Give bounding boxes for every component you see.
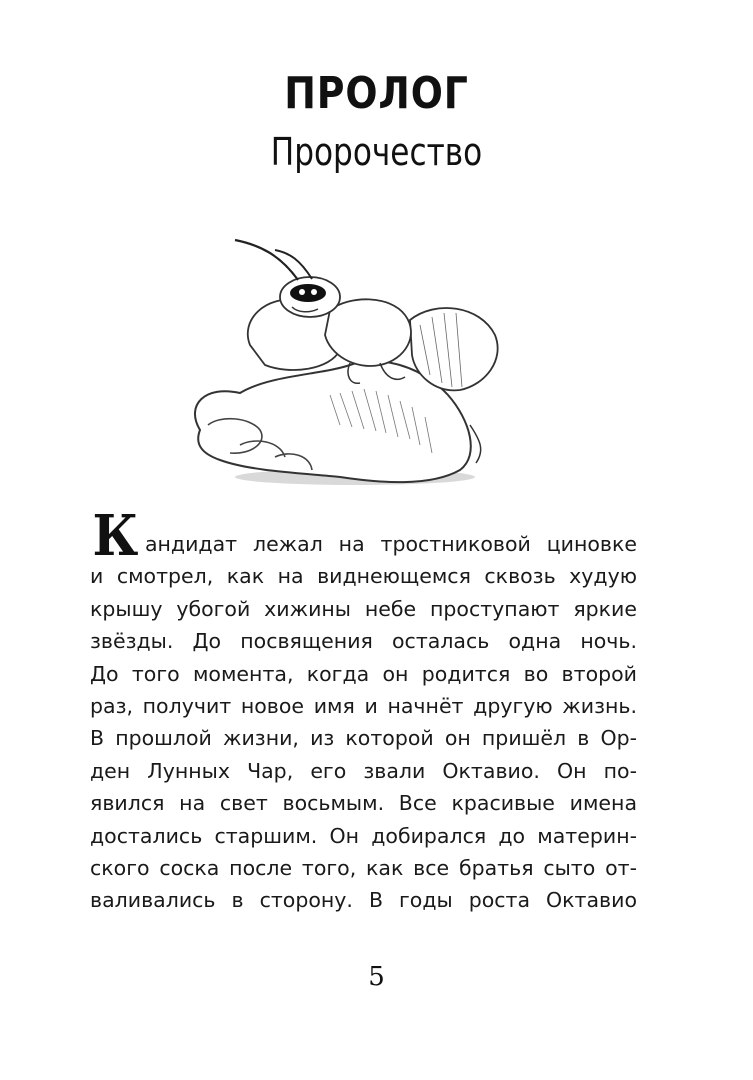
- antenna: [235, 240, 298, 280]
- eye-highlight: [311, 289, 317, 295]
- text-line: звёзды. До посвящения осталась одна ночь.: [90, 629, 637, 654]
- eye-highlight: [299, 289, 305, 295]
- body-text: [90, 503, 637, 917]
- chapter-title: ПРОЛОГ: [284, 68, 469, 119]
- mouse-on-hand-illustration: [180, 225, 510, 500]
- text-line: валивались в сторону. В годы роста Октавио: [90, 888, 637, 913]
- acorn-cap: [410, 308, 498, 390]
- text-line: раз, получит новое имя и начнёт другую жизнь.: [90, 693, 637, 718]
- page-number: 5: [368, 962, 385, 992]
- first-line: [90, 503, 637, 570]
- text-line: крышу убогой хижины небе проступают яркие: [90, 596, 637, 621]
- drop-cap: К: [92, 503, 139, 570]
- text-line: явился на свет восьмым. Все красивые имена: [90, 791, 637, 816]
- text-line: ского соска после того, как все братья сыто от-: [90, 855, 637, 880]
- text-line: достались старшим. Он добирался до материн-: [90, 823, 637, 848]
- text-line: В прошлой жизни, из которой он пришёл в Ор-: [90, 726, 637, 751]
- creature-body: [325, 299, 411, 366]
- text-line: и смотрел, как на виднеющемся сквозь худую: [90, 564, 637, 589]
- text-line: До того момента, когда он родится во второй: [90, 661, 637, 686]
- chapter-subtitle: Пророчество: [270, 130, 483, 174]
- first-line-text: андидат лежал на тростниковой циновке: [144, 531, 637, 556]
- text-line: ден Лунных Чар, его звали Октавио. Он по-: [90, 758, 637, 783]
- creature-eyes: [290, 284, 326, 302]
